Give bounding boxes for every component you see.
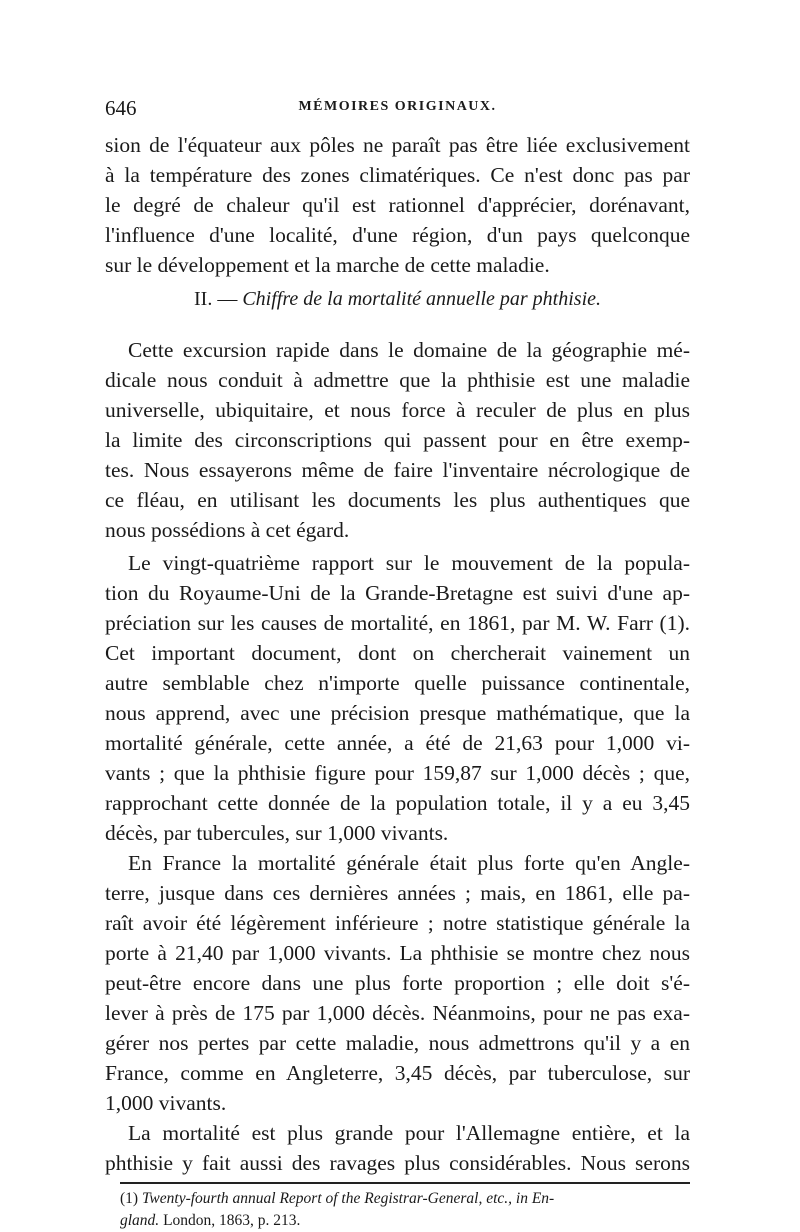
body-line: La mortalité est plus grande pour l'Allemagne entière, et la [128, 1121, 690, 1145]
body-line: Cette excursion rapide dans le domaine de la géographie mé- [128, 338, 690, 362]
footnote-details: London, 1863, p. 213. [163, 1212, 301, 1229]
body-line: France, comme en Angleterre, 3,45 décès, par tuberculose, sur [105, 1061, 690, 1085]
body-line: mortalité générale, cette année, a été de 21,63 pour 1,000 vi- [105, 731, 690, 755]
footnote-title-end: gland. [120, 1212, 160, 1229]
body-line: Cet important document, dont on chercherait vainement un [105, 641, 690, 665]
body-line: rapprochant cette donnée de la population totale, il y a eu 3,45 [105, 791, 690, 815]
body-line: nous possédions à cet égard. [105, 518, 350, 542]
body-line: préciation sur les causes de mortalité, en 1861, par M. W. Farr (1). [105, 611, 690, 635]
body-line: porte à 21,40 par 1,000 vivants. La phthisie se montre chez nous [105, 941, 690, 965]
running-head: MÉMOIRES ORIGINAUX. [298, 99, 497, 114]
body-line: Le vingt-quatrième rapport sur le mouvement de la popula- [128, 551, 690, 575]
body-line: peut-être encore dans une plus forte proportion ; elle doit s'é- [105, 971, 690, 995]
body-line: universelle, ubiquitaire, et nous force à reculer de plus en plus [105, 398, 690, 422]
page-header [105, 96, 690, 126]
body-line: 1,000 vivants. [105, 1091, 227, 1115]
body-line: terre, jusque dans ces dernières années ; mais, en 1861, elle pa- [105, 881, 690, 905]
body-line: autre semblable chez n'importe quelle puissance continentale, [105, 671, 690, 695]
body-line: lever à près de 175 par 1,000 décès. Néanmoins, pour ne pas exa- [105, 1001, 690, 1025]
body-line: dicale nous conduit à admettre que la phthisie est une maladie [105, 368, 690, 392]
section-heading [105, 288, 690, 311]
body-line: décès, par tubercules, sur 1,000 vivants. [105, 821, 449, 845]
body-line: tes. Nous essayerons même de faire l'inventaire nécrologique de [105, 458, 690, 482]
footnote-line [120, 1188, 690, 1210]
footnote-title: Twenty-fourth annual Report of the Registrar-General, etc., in En- [141, 1190, 555, 1207]
body-line: vants ; que la phthisie figure pour 159,87 sur 1,000 décès ; que, [105, 761, 690, 785]
body-line: sion de l'équateur aux pôles ne paraît pas être liée exclusivement [105, 133, 690, 157]
footnote-line [120, 1210, 690, 1232]
body-line: sur le développement et la marche de cette maladie. [105, 253, 550, 277]
body-line: ce fléau, en utilisant les documents les plus authentiques que [105, 488, 690, 512]
body-line: le degré de chaleur qu'il est rationnel d'apprécier, dorénavant, [105, 193, 690, 217]
footnote-marker: (1) [120, 1190, 139, 1207]
page-number: 646 [105, 96, 137, 120]
section-numeral: II. — [194, 288, 238, 310]
body-line: raît avoir été légèrement inférieure ; notre statistique générale la [105, 911, 690, 935]
body-line: tion du Royaume-Uni de la Grande-Bretagne est suivi d'une ap- [105, 581, 690, 605]
body-line: En France la mortalité générale était plus forte qu'en Angle- [128, 851, 690, 875]
body-line: l'influence d'une localité, d'une région, d'un pays quelconque [105, 223, 690, 247]
body-line: gérer nos pertes par cette maladie, nous admettrons qu'il y a en [105, 1031, 690, 1055]
body-line: la limite des circonscriptions qui passent pour en être exemp- [105, 428, 690, 452]
body-line: nous apprend, avec une précision presque mathématique, que la [105, 701, 690, 725]
footnote-rule [120, 1182, 690, 1184]
section-title: Chiffre de la mortalité annuelle par phthisie. [242, 288, 601, 310]
body-line: à la température des zones climatériques. Ce n'est donc pas par [105, 163, 690, 187]
body-line: phthisie y fait aussi des ravages plus considérables. Nous serons [105, 1151, 690, 1175]
